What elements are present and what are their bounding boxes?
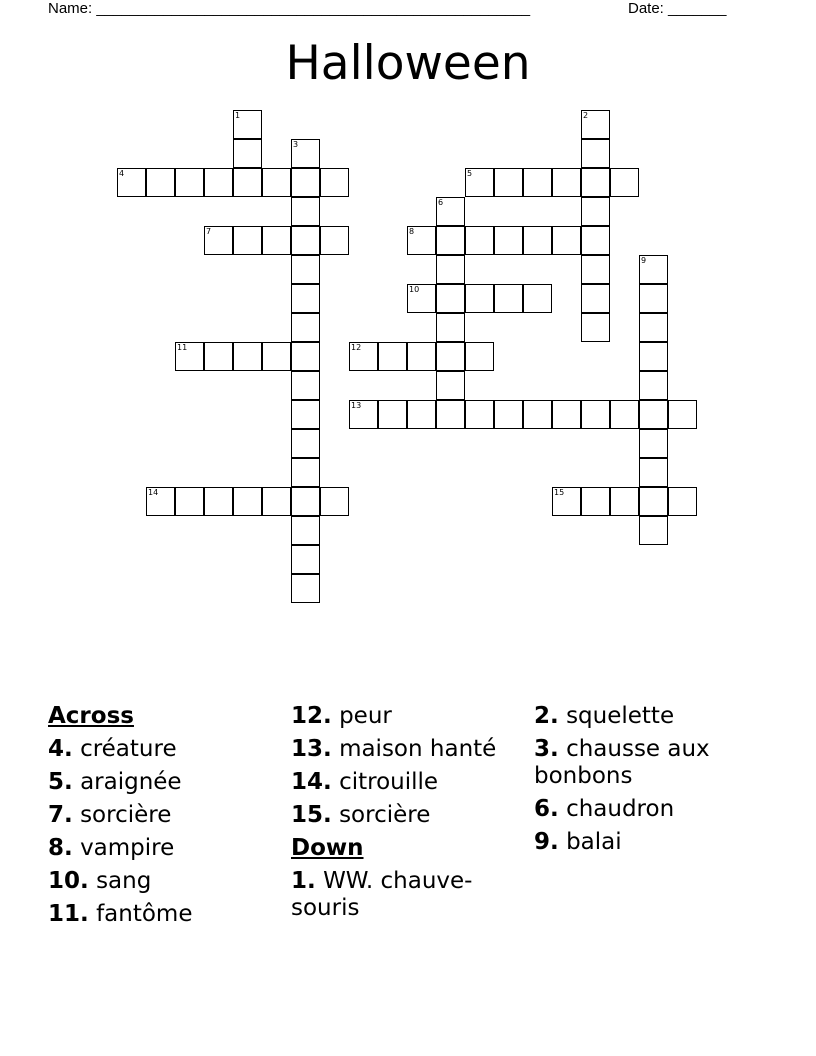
grid-cell[interactable] (494, 168, 523, 197)
clue-number: 15 (554, 488, 565, 497)
grid-cell[interactable] (639, 458, 668, 487)
grid-cell[interactable] (291, 226, 320, 255)
grid-cell[interactable] (204, 342, 233, 371)
grid-cell[interactable] (117, 168, 146, 197)
grid-cell[interactable] (291, 400, 320, 429)
grid-cell[interactable] (668, 400, 697, 429)
grid-cell[interactable] (465, 168, 494, 197)
clue-item-number: 11. (48, 901, 89, 927)
clue-item (48, 868, 288, 895)
clue-item-number: 6. (534, 796, 559, 822)
grid-cell[interactable] (320, 226, 349, 255)
grid-cell[interactable] (581, 168, 610, 197)
grid-cell[interactable] (610, 487, 639, 516)
clue-number: 8 (409, 227, 415, 236)
clue-item-number: 9. (534, 829, 559, 855)
clue-item-text: WW. chauve-souris (291, 868, 473, 921)
grid-cell[interactable] (291, 342, 320, 371)
grid-cell[interactable] (233, 168, 262, 197)
clue-item-text: créature (80, 736, 177, 762)
clue-item (48, 769, 288, 796)
clue-item-number: 14. (291, 769, 332, 795)
grid-cell[interactable] (523, 284, 552, 313)
grid-cell[interactable] (407, 284, 436, 313)
grid-cell[interactable] (552, 226, 581, 255)
clue-item-text: chaudron (566, 796, 675, 822)
clue-number: 9 (641, 256, 647, 265)
grid-cell[interactable] (639, 284, 668, 313)
clue-item-text: maison hanté (339, 736, 497, 762)
clue-item-number: 7. (48, 802, 73, 828)
grid-cell[interactable] (291, 487, 320, 516)
grid-cell[interactable] (639, 429, 668, 458)
clue-item-text: araignée (80, 769, 182, 795)
grid-cell[interactable] (639, 487, 668, 516)
grid-cell[interactable] (233, 342, 262, 371)
grid-cell[interactable] (581, 255, 610, 284)
grid-cell[interactable] (291, 197, 320, 226)
grid-cell[interactable] (291, 516, 320, 545)
grid-cell[interactable] (349, 342, 378, 371)
grid-cell[interactable] (291, 371, 320, 400)
grid-cell[interactable] (494, 226, 523, 255)
grid-cell[interactable] (233, 226, 262, 255)
clue-item (534, 829, 774, 856)
grid-cell[interactable] (639, 342, 668, 371)
name-field-line: Name: ____________________________________________________ (48, 0, 531, 17)
clue-item-text: citrouille (339, 769, 439, 795)
clue-item-number: 2. (534, 703, 559, 729)
clue-item-text: vampire (80, 835, 175, 861)
clue-number: 10 (409, 285, 420, 294)
grid-cell[interactable] (436, 400, 465, 429)
grid-cell[interactable] (465, 284, 494, 313)
clue-item-number: 12. (291, 703, 332, 729)
clue-number: 11 (177, 343, 188, 352)
grid-cell[interactable] (436, 197, 465, 226)
grid-cell[interactable] (204, 487, 233, 516)
grid-cell[interactable] (233, 487, 262, 516)
grid-cell[interactable] (465, 226, 494, 255)
clue-item (534, 736, 774, 790)
grid-cell[interactable] (581, 197, 610, 226)
clue-item-text: sang (96, 868, 152, 894)
grid-cell[interactable] (581, 400, 610, 429)
clue-number: 5 (467, 169, 473, 178)
grid-cell[interactable] (262, 342, 291, 371)
clue-number: 12 (351, 343, 362, 352)
clue-number: 4 (119, 169, 125, 178)
grid-cell[interactable] (581, 226, 610, 255)
clue-column-1 (48, 703, 288, 934)
clue-item (48, 736, 288, 763)
clue-item (534, 796, 774, 823)
grid-cell[interactable] (407, 400, 436, 429)
grid-cell[interactable] (639, 255, 668, 284)
grid-cell[interactable] (523, 400, 552, 429)
clue-number: 1 (235, 111, 241, 120)
grid-cell[interactable] (262, 487, 291, 516)
clue-item (291, 769, 531, 796)
clue-item-number: 8. (48, 835, 73, 861)
grid-cell[interactable] (320, 487, 349, 516)
grid-cell[interactable] (436, 255, 465, 284)
grid-cell[interactable] (262, 226, 291, 255)
grid-cell[interactable] (494, 400, 523, 429)
grid-cell[interactable] (436, 342, 465, 371)
clue-number: 6 (438, 198, 444, 207)
grid-cell[interactable] (552, 487, 581, 516)
grid-cell[interactable] (378, 342, 407, 371)
clue-item (534, 703, 774, 730)
grid-cell[interactable] (610, 168, 639, 197)
grid-cell[interactable] (291, 429, 320, 458)
grid-cell[interactable] (581, 313, 610, 342)
grid-cell[interactable] (465, 342, 494, 371)
clue-number: 3 (293, 140, 299, 149)
down-heading: Down (291, 835, 364, 861)
grid-cell[interactable] (291, 168, 320, 197)
clue-column-3 (534, 703, 774, 862)
clue-item-number: 1. (291, 868, 316, 894)
clue-item-text: squelette (566, 703, 675, 729)
grid-cell[interactable] (320, 168, 349, 197)
clue-item-number: 10. (48, 868, 89, 894)
grid-cell[interactable] (639, 371, 668, 400)
grid-cell[interactable] (552, 168, 581, 197)
clue-item-text: sorcière (80, 802, 172, 828)
grid-cell[interactable] (581, 487, 610, 516)
clue-item (291, 736, 531, 763)
grid-cell[interactable] (523, 168, 552, 197)
grid-cell[interactable] (204, 168, 233, 197)
grid-cell[interactable] (175, 342, 204, 371)
grid-cell[interactable] (233, 110, 262, 139)
clue-number: 13 (351, 401, 362, 410)
grid-cell[interactable] (291, 458, 320, 487)
grid-cell[interactable] (262, 168, 291, 197)
grid-cell[interactable] (291, 545, 320, 574)
grid-cell[interactable] (436, 284, 465, 313)
grid-cell[interactable] (436, 371, 465, 400)
page-title: Halloween (285, 36, 531, 91)
clue-item (291, 802, 531, 829)
clue-item (48, 901, 288, 928)
clue-number: 7 (206, 227, 212, 236)
clue-item-number: 3. (534, 736, 559, 762)
clue-item-number: 13. (291, 736, 332, 762)
grid-cell[interactable] (291, 284, 320, 313)
clue-column-2 (291, 703, 531, 928)
grid-cell[interactable] (668, 487, 697, 516)
clue-item-text: balai (566, 829, 622, 855)
grid-cell[interactable] (639, 313, 668, 342)
grid-cell[interactable] (233, 139, 262, 168)
across-heading: Across (48, 703, 134, 729)
grid-cell[interactable] (552, 400, 581, 429)
clue-item-text: sorcière (339, 802, 431, 828)
grid-cell[interactable] (291, 255, 320, 284)
grid-cell[interactable] (639, 516, 668, 545)
grid-cell[interactable] (407, 226, 436, 255)
grid-cell[interactable] (291, 313, 320, 342)
grid-cell[interactable] (175, 487, 204, 516)
date-field-line: Date: _______ (628, 0, 727, 17)
clue-item-number: 4. (48, 736, 73, 762)
grid-cell[interactable] (581, 139, 610, 168)
clue-item-text: peur (339, 703, 392, 729)
grid-cell[interactable] (204, 226, 233, 255)
grid-cell[interactable] (291, 574, 320, 603)
grid-cell[interactable] (465, 400, 494, 429)
grid-cell[interactable] (175, 168, 204, 197)
grid-cell[interactable] (581, 110, 610, 139)
grid-cell[interactable] (494, 284, 523, 313)
clue-item-number: 5. (48, 769, 73, 795)
clue-item-text: fantôme (96, 901, 193, 927)
grid-cell[interactable] (378, 400, 407, 429)
clue-number: 2 (583, 111, 589, 120)
clue-item (48, 802, 288, 829)
clue-number: 14 (148, 488, 159, 497)
clue-item (291, 703, 531, 730)
grid-cell[interactable] (291, 139, 320, 168)
grid-cell[interactable] (523, 226, 552, 255)
grid-cell[interactable] (610, 400, 639, 429)
grid-cell[interactable] (436, 226, 465, 255)
clue-item-text: chausse aux bonbons (534, 736, 710, 789)
grid-cell[interactable] (407, 342, 436, 371)
grid-cell[interactable] (146, 168, 175, 197)
grid-cell[interactable] (349, 400, 378, 429)
clue-item-number: 15. (291, 802, 332, 828)
grid-cell[interactable] (146, 487, 175, 516)
grid-cell[interactable] (639, 400, 668, 429)
grid-cell[interactable] (581, 284, 610, 313)
clue-item (48, 835, 288, 862)
clue-item (291, 868, 531, 922)
grid-cell[interactable] (436, 313, 465, 342)
